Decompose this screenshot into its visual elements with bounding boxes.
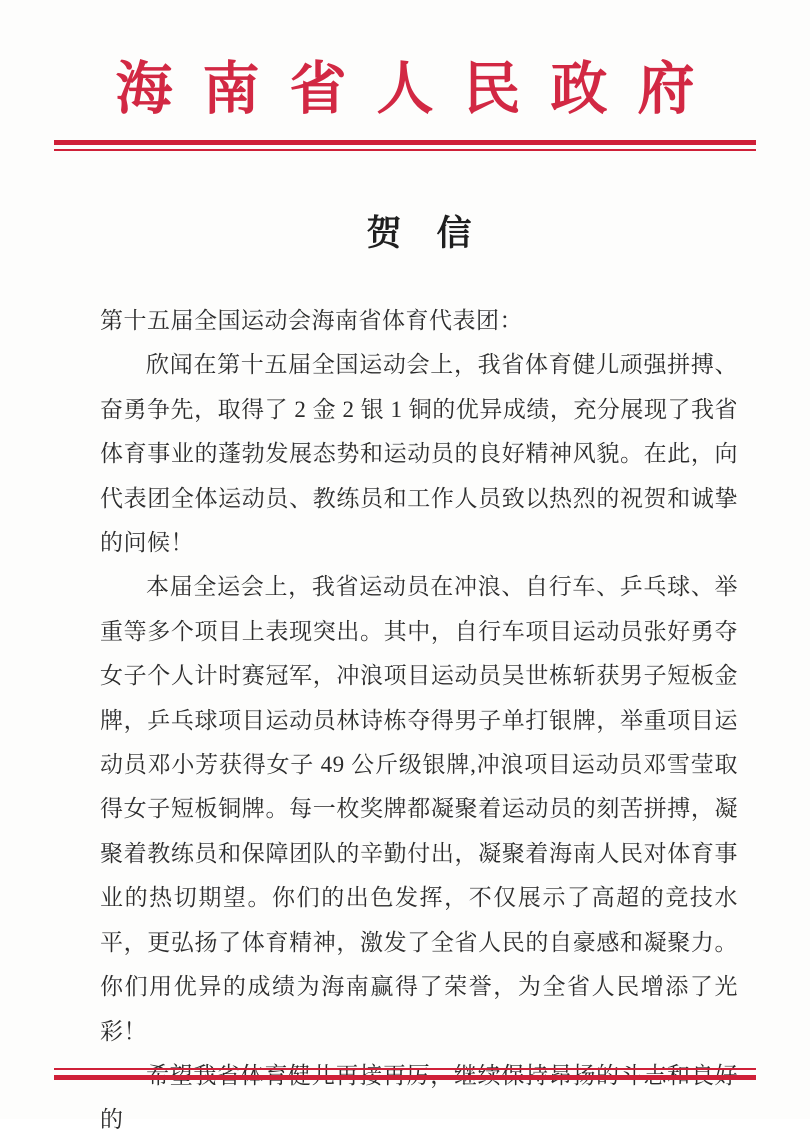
footer-double-rule — [54, 1068, 756, 1080]
letter-body — [100, 299, 738, 1143]
letter-paragraph: 欣闻在第十五届全国运动会上，我省体育健儿顽强拼搏、奋勇争先，取得了 2 金 2 银 1 铜的优异成绩，充分展现了我省体育事业的蓬勃发展态势和运动员的良好精神风貌。在此，向代表团全体运动员、教练员和工作人员致以热烈的祝贺和诚挚的问候！ — [100, 352, 738, 556]
letterhead-org-name: 海南省人民政府 — [115, 58, 725, 121]
rule-thick — [54, 140, 756, 145]
letter-paragraph: 本届全运会上，我省运动员在冲浪、自行车、乒乓球、举重等多个项目上表现突出。其中，自行车项目运动员张好勇夺女子个人计时赛冠军，冲浪项目运动员吴世栋斩获男子短板金牌，乒乓球项目运动员林诗栋夺得男子单打银牌，举重项目运动员邓小芳获得女子 49 公斤级银牌,冲浪项目运动员邓雪莹取得女子短板铜牌。每一枚奖牌都凝聚着运动员的刻苦拼搏，凝聚着教练员和保障团队的辛勤付出，凝聚着海南人民对体育事业的热切期望。你们的出色发挥，不仅展示了高超的竞技水平，更弘扬了体育精神，激发了全省人民的自豪感和凝聚力。你们用优异的成绩为海南赢得了荣誉，为全省人民增添了光彩！ — [100, 574, 738, 1044]
rule-thick — [54, 1075, 756, 1080]
letter-paragraph: 的 — [100, 1107, 124, 1133]
letterhead-double-rule — [54, 140, 756, 151]
letter-salutation: 第十五届全国运动会海南省体育代表团： — [100, 308, 523, 333]
rule-thin — [54, 149, 756, 151]
rule-thin — [54, 1068, 756, 1070]
letter-title: 贺 信 — [366, 214, 472, 253]
